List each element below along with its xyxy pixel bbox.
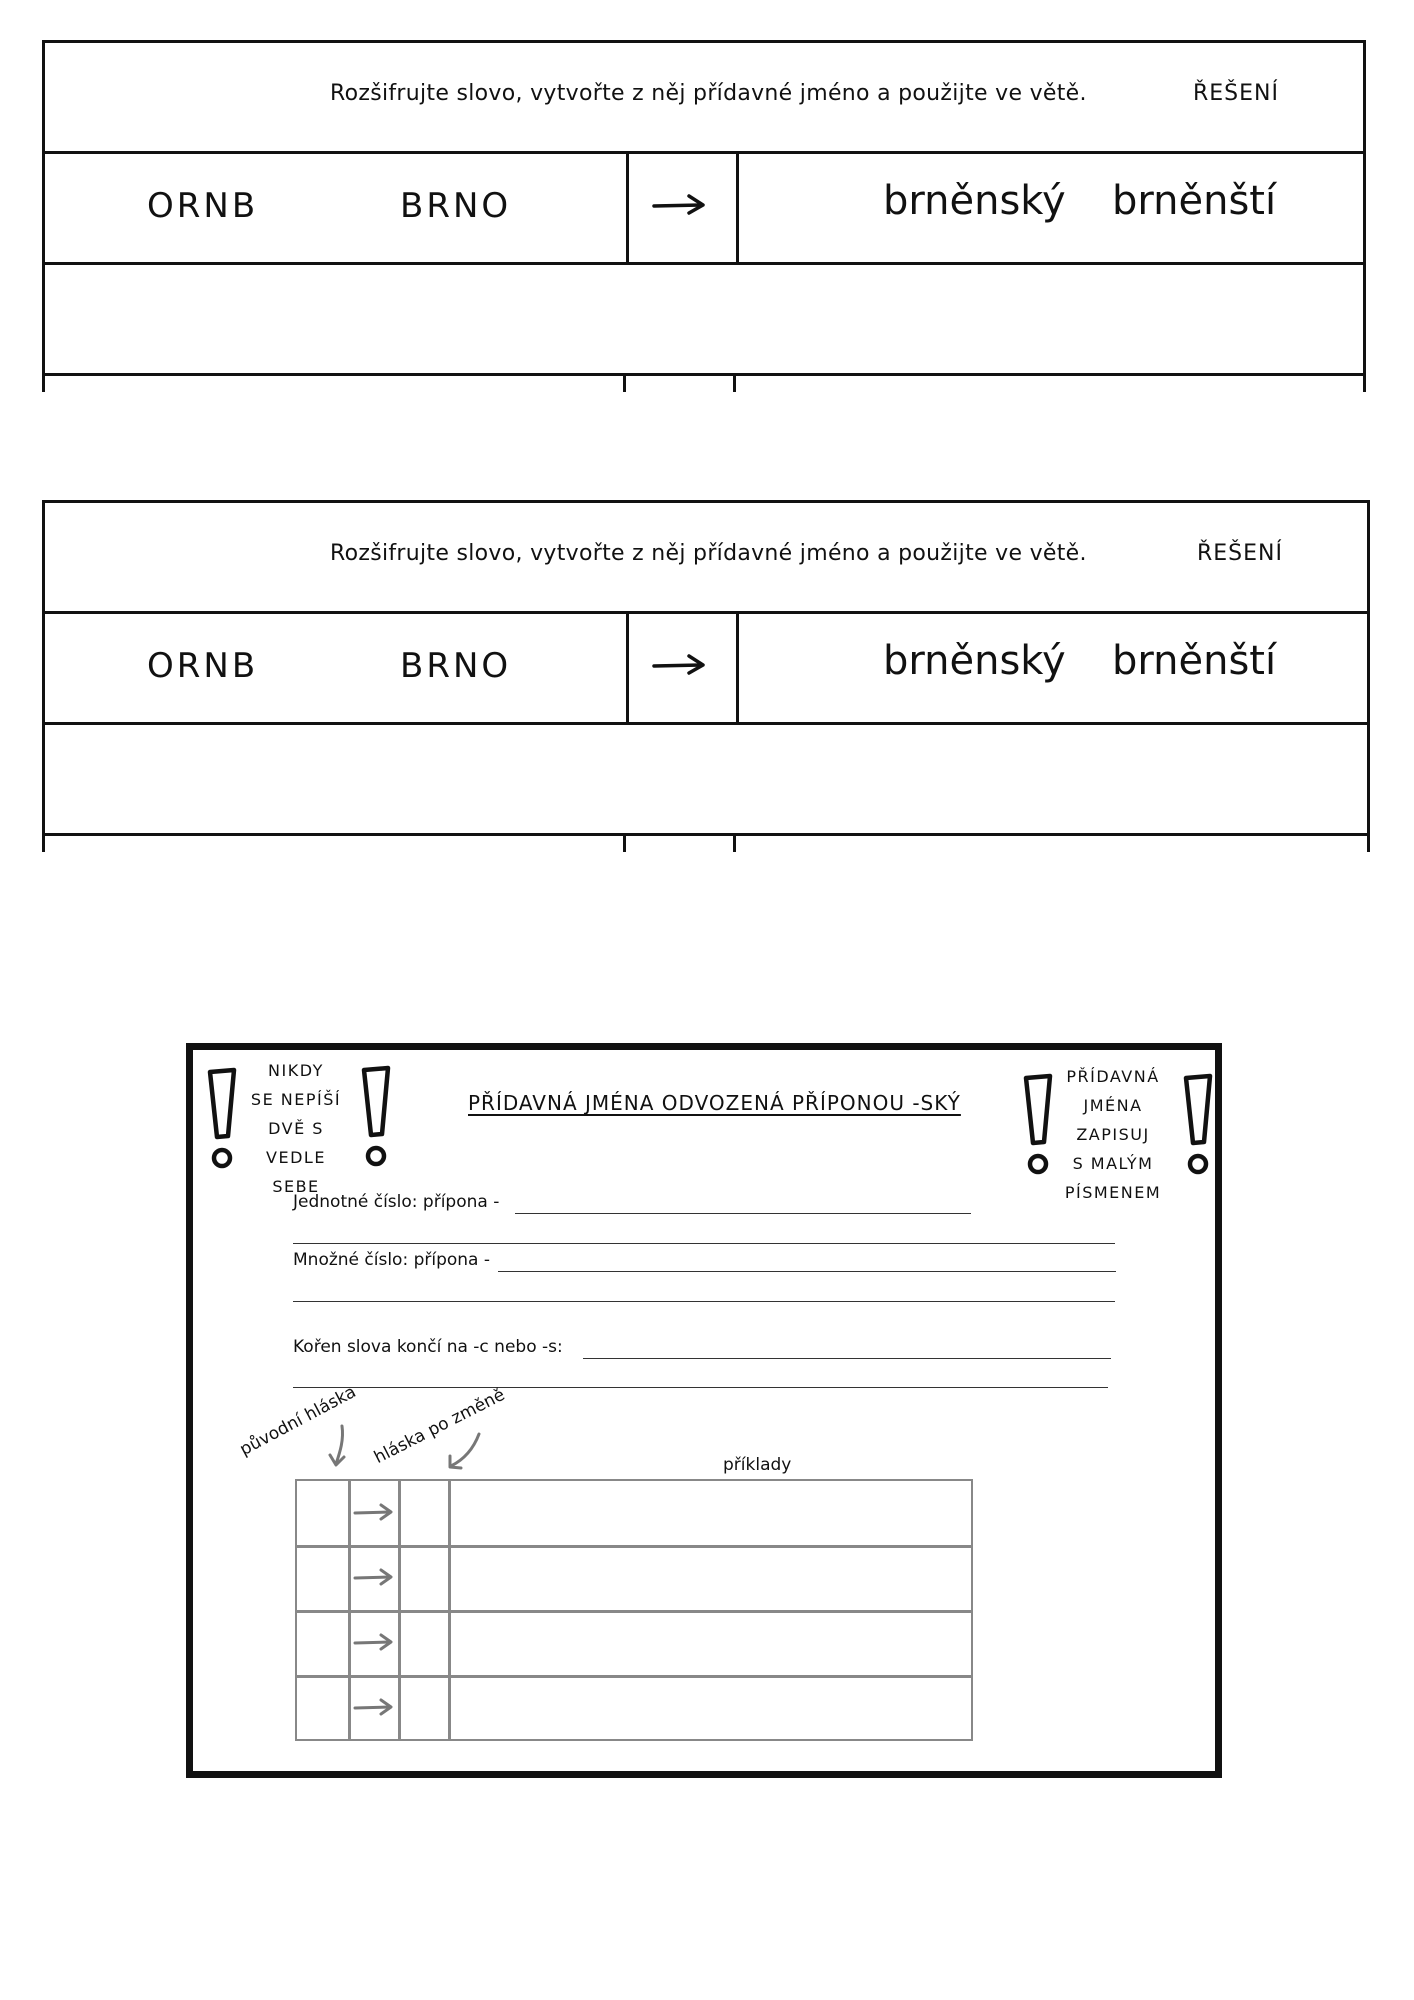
table-edge xyxy=(1363,376,1366,392)
note-line: PÍSMENEM xyxy=(1064,1183,1162,1202)
sentence-row[interactable] xyxy=(42,722,1370,836)
grid-divider xyxy=(297,1545,971,1548)
arrow-right-icon xyxy=(352,1564,396,1590)
writing-line[interactable] xyxy=(293,1387,1108,1388)
grid-divider xyxy=(297,1675,971,1678)
grid-divider xyxy=(297,1610,971,1613)
note-line: ZAPISUJ xyxy=(1076,1125,1150,1144)
exercise-word-row xyxy=(42,151,1366,265)
note-line: S MALÝM xyxy=(1072,1154,1154,1173)
column-divider xyxy=(626,614,629,722)
pointer-arrow-icon xyxy=(324,1422,364,1472)
singular-suffix-label: Jednotné číslo: přípona - xyxy=(293,1192,500,1212)
adjective-singular: brněnský xyxy=(883,638,1066,684)
table-edge xyxy=(623,836,626,852)
sentence-row[interactable] xyxy=(42,262,1366,376)
note-line: VEDLE SEBE xyxy=(266,1148,326,1196)
singular-suffix-blank[interactable] xyxy=(515,1213,971,1214)
examples-label: příklady xyxy=(723,1455,792,1475)
exclamation-icon xyxy=(361,1064,391,1174)
instruction-text: Rozšifrujte slovo, vytvořte z něj přídavné jméno a použijte ve větě. xyxy=(330,541,1087,566)
exercise-table-1 xyxy=(42,40,1366,392)
note-left xyxy=(241,1056,351,1201)
column-divider xyxy=(626,154,629,262)
instruction-text: Rozšifrujte slovo, vytvořte z něj přídavné jméno a použijte ve větě. xyxy=(330,81,1087,106)
arrow-right-icon xyxy=(352,1694,396,1720)
changed-sound-label: hláska po změně xyxy=(370,1384,509,1468)
decoded-word: BRNO xyxy=(400,646,512,686)
root-ending-blank[interactable] xyxy=(583,1358,1111,1359)
table-edge xyxy=(733,836,736,852)
solution-label: ŘEŠENÍ xyxy=(1193,81,1279,106)
adjective-plural: brněnští xyxy=(1112,638,1277,684)
exercise-table-2 xyxy=(42,500,1370,852)
arrow-right-icon xyxy=(352,1499,396,1525)
scrambled-word: ORNB xyxy=(147,646,259,686)
column-divider xyxy=(736,614,739,722)
note-line: NIKDY xyxy=(268,1061,324,1080)
adjective-singular: brněnský xyxy=(883,178,1066,224)
exclamation-icon xyxy=(207,1066,237,1176)
writing-line[interactable] xyxy=(293,1301,1115,1302)
table-edge xyxy=(1367,836,1370,852)
exercise-header xyxy=(42,500,1370,614)
solution-label: ŘEŠENÍ xyxy=(1197,541,1283,566)
table-edge xyxy=(623,376,626,392)
arrow-right-icon xyxy=(649,184,709,224)
plural-suffix-blank[interactable] xyxy=(498,1271,1116,1272)
column-divider xyxy=(736,154,739,262)
plural-suffix-label: Množné číslo: přípona - xyxy=(293,1250,491,1270)
scrambled-word: ORNB xyxy=(147,186,259,226)
table-edge xyxy=(42,376,45,392)
exercise-header xyxy=(42,40,1366,154)
note-line: PŘÍDAVNÁ xyxy=(1066,1067,1160,1086)
decoded-word: BRNO xyxy=(400,186,512,226)
card-title: PŘÍDAVNÁ JMÉNA ODVOZENÁ PŘÍPONOU -SKÝ xyxy=(468,1091,961,1115)
table-edge xyxy=(733,376,736,392)
adjective-plural: brněnští xyxy=(1112,178,1277,224)
note-line: DVĚ S xyxy=(268,1119,324,1138)
note-line: JMÉNA xyxy=(1083,1096,1143,1115)
arrow-right-icon xyxy=(649,644,709,684)
exclamation-icon xyxy=(1183,1072,1213,1182)
writing-line[interactable] xyxy=(293,1243,1115,1244)
original-sound-label: původní hláska xyxy=(236,1382,360,1460)
rule-card xyxy=(186,1043,1222,1778)
note-right xyxy=(1058,1062,1168,1207)
table-edge xyxy=(42,836,45,852)
exclamation-icon xyxy=(1023,1072,1053,1182)
pointer-arrow-icon xyxy=(445,1428,485,1478)
note-line: SE NEPÍŠÍ xyxy=(250,1090,342,1109)
root-ending-label: Kořen slova končí na -c nebo -s: xyxy=(293,1337,563,1357)
sound-change-grid xyxy=(295,1479,973,1741)
arrow-right-icon xyxy=(352,1629,396,1655)
exercise-word-row xyxy=(42,611,1370,725)
